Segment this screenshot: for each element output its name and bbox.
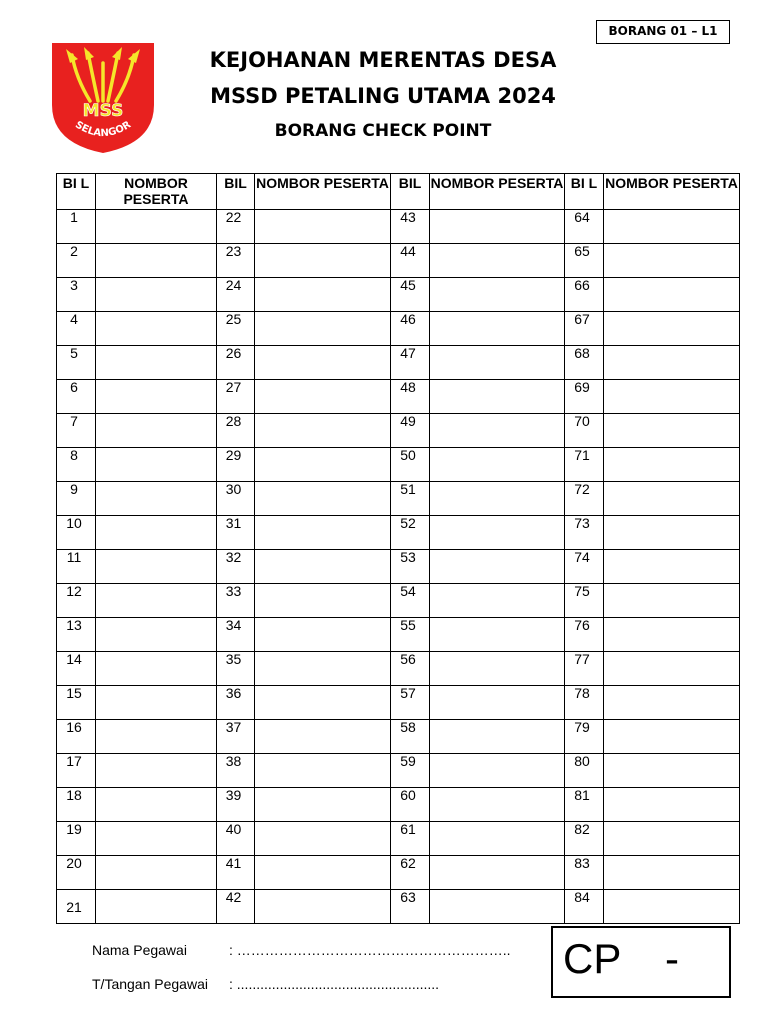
bil-cell: [217, 822, 255, 856]
bil-cell: [565, 754, 604, 788]
bil-cell: [57, 210, 96, 244]
bil-cell: [57, 720, 96, 754]
nombor-peserta-cell[interactable]: [430, 788, 565, 822]
bil-number: 14: [66, 651, 82, 667]
table-row: [57, 210, 740, 244]
bil-number: 64: [574, 209, 590, 225]
bil-number: 38: [225, 753, 242, 769]
nombor-peserta-cell[interactable]: [604, 244, 740, 278]
table-row: [57, 686, 740, 720]
nombor-peserta-cell[interactable]: [96, 414, 217, 448]
officer-signature-line: [92, 976, 439, 992]
bil-cell: [565, 788, 604, 822]
table-row: [57, 890, 740, 924]
nombor-peserta-cell[interactable]: [96, 210, 217, 244]
bil-number: 73: [574, 515, 590, 531]
bil-number: 10: [66, 515, 82, 531]
bil-cell: [565, 278, 604, 312]
bil-number: 48: [400, 379, 416, 395]
nombor-peserta-cell[interactable]: [430, 448, 565, 482]
bil-cell: [217, 244, 255, 278]
bil-cell: [57, 822, 96, 856]
nombor-peserta-cell[interactable]: [430, 584, 565, 618]
bil-number: 2: [70, 243, 78, 259]
bil-number: 20: [66, 855, 82, 871]
bil-cell: [57, 448, 96, 482]
bil-cell: [57, 584, 96, 618]
bil-number: 51: [400, 481, 416, 497]
nombor-peserta-cell[interactable]: [604, 618, 740, 652]
nombor-peserta-cell[interactable]: [255, 652, 391, 686]
nombor-peserta-cell[interactable]: [430, 618, 565, 652]
nombor-peserta-cell[interactable]: [96, 550, 217, 584]
nombor-peserta-cell[interactable]: [604, 312, 740, 346]
bil-number: 49: [400, 413, 416, 429]
checkpoint-label: CP: [563, 935, 622, 982]
nombor-peserta-cell[interactable]: [96, 516, 217, 550]
bil-cell: [391, 890, 430, 924]
nombor-peserta-cell[interactable]: [604, 516, 740, 550]
bil-cell: [57, 482, 96, 516]
officer-signature-field: : ....................................................: [229, 976, 440, 992]
bil-number: 8: [70, 447, 78, 463]
bil-cell: [217, 414, 255, 448]
officer-name-field: : …………………………………………………..: [229, 942, 511, 958]
bil-cell: [217, 652, 255, 686]
nombor-peserta-cell[interactable]: [96, 482, 217, 516]
checkpoint-box: [551, 926, 731, 998]
bil-number: 12: [66, 583, 82, 599]
bil-number: 77: [574, 651, 590, 667]
bil-number: 34: [225, 617, 242, 633]
bil-number: 42: [225, 889, 242, 905]
bil-number: 63: [400, 889, 416, 905]
bil-number: 36: [225, 685, 242, 701]
bil-number: 27: [225, 379, 242, 395]
bil-number: 52: [400, 515, 416, 531]
bil-cell: [391, 584, 430, 618]
nombor-peserta-cell[interactable]: [96, 788, 217, 822]
bil-cell: [217, 448, 255, 482]
bil-cell: [565, 414, 604, 448]
bil-cell: [57, 686, 96, 720]
nombor-peserta-cell[interactable]: [430, 720, 565, 754]
nombor-peserta-cell[interactable]: [604, 686, 740, 720]
bil-number: 74: [574, 549, 590, 565]
nombor-peserta-cell[interactable]: [430, 652, 565, 686]
table-header-row: [57, 174, 740, 210]
bil-cell: [57, 312, 96, 346]
bil-cell: [565, 244, 604, 278]
table-row: [57, 550, 740, 584]
nombor-peserta-cell[interactable]: [430, 244, 565, 278]
bil-cell: [391, 720, 430, 754]
bil-cell: [57, 856, 96, 890]
header-bil: BI L: [57, 174, 96, 210]
bil-number: 82: [574, 821, 590, 837]
nombor-peserta-cell[interactable]: [604, 414, 740, 448]
bil-cell: [217, 788, 255, 822]
bil-number: 40: [225, 821, 242, 837]
bil-cell: [391, 652, 430, 686]
bil-cell: [565, 618, 604, 652]
header-nombor-peserta: NOMBOR PESERTA: [604, 174, 740, 210]
bil-cell: [57, 550, 96, 584]
bil-number: 54: [400, 583, 416, 599]
bil-cell: [217, 346, 255, 380]
nombor-peserta-cell[interactable]: [604, 210, 740, 244]
bil-number: 22: [225, 209, 242, 225]
bil-cell: [217, 380, 255, 414]
nombor-peserta-cell[interactable]: [430, 346, 565, 380]
bil-cell: [217, 482, 255, 516]
bil-number: 44: [400, 243, 416, 259]
nombor-peserta-cell[interactable]: [96, 278, 217, 312]
bil-number: 81: [574, 787, 590, 803]
bil-cell: [57, 414, 96, 448]
nombor-peserta-cell[interactable]: [255, 720, 391, 754]
nombor-peserta-cell[interactable]: [96, 448, 217, 482]
officer-name-line: [92, 942, 511, 958]
bil-cell: [217, 584, 255, 618]
table-row: [57, 482, 740, 516]
nombor-peserta-cell[interactable]: [604, 720, 740, 754]
nombor-peserta-cell[interactable]: [255, 414, 391, 448]
bil-cell: [217, 278, 255, 312]
logo-text-mss: MSS: [82, 101, 124, 121]
bil-number: 6: [70, 379, 78, 395]
bil-number: 58: [400, 719, 416, 735]
bil-number: 65: [574, 243, 590, 259]
bil-cell: [217, 720, 255, 754]
bil-number: 16: [66, 719, 82, 735]
header-bil: BI L: [565, 174, 604, 210]
table-row: [57, 346, 740, 380]
bil-cell: [57, 890, 96, 924]
table-row: [57, 754, 740, 788]
nombor-peserta-cell[interactable]: [604, 856, 740, 890]
officer-signature-label: T/Tangan Pegawai: [92, 976, 208, 992]
nombor-peserta-cell[interactable]: [255, 584, 391, 618]
nombor-peserta-cell[interactable]: [430, 380, 565, 414]
bil-cell: [391, 346, 430, 380]
nombor-peserta-cell[interactable]: [96, 822, 217, 856]
nombor-peserta-cell[interactable]: [255, 686, 391, 720]
bil-cell: [391, 856, 430, 890]
nombor-peserta-cell[interactable]: [96, 244, 217, 278]
bil-number: 9: [70, 481, 78, 497]
form-title: BORANG CHECK POINT: [274, 121, 492, 141]
bil-cell: [565, 686, 604, 720]
bil-cell: [57, 346, 96, 380]
bil-cell: [391, 822, 430, 856]
bil-cell: [217, 890, 255, 924]
bil-number: 41: [225, 855, 242, 871]
bil-cell: [565, 890, 604, 924]
nombor-peserta-cell[interactable]: [255, 244, 391, 278]
table-row: [57, 516, 740, 550]
table-row: [57, 618, 740, 652]
logo-text-selangor: SELANGOR: [73, 119, 133, 140]
bil-cell: [57, 244, 96, 278]
bil-number: 11: [66, 549, 82, 565]
table-row: [57, 720, 740, 754]
bil-number: 70: [574, 413, 590, 429]
bil-number: 66: [574, 277, 590, 293]
bil-number: 15: [66, 685, 82, 701]
bil-cell: [565, 380, 604, 414]
nombor-peserta-cell[interactable]: [255, 754, 391, 788]
bil-number: 28: [225, 413, 242, 429]
bil-cell: [391, 550, 430, 584]
bil-cell: [217, 550, 255, 584]
bil-number: 84: [574, 889, 590, 905]
table-row: [57, 822, 740, 856]
nombor-peserta-cell[interactable]: [255, 278, 391, 312]
bil-number: 7: [70, 413, 78, 429]
nombor-peserta-cell[interactable]: [255, 788, 391, 822]
nombor-peserta-cell[interactable]: [430, 754, 565, 788]
bil-number: 29: [225, 447, 242, 463]
bil-number: 25: [225, 311, 242, 327]
officer-name-label: Nama Pegawai: [92, 942, 187, 958]
nombor-peserta-cell[interactable]: [96, 856, 217, 890]
bil-cell: [565, 210, 604, 244]
nombor-peserta-cell[interactable]: [255, 550, 391, 584]
nombor-peserta-cell[interactable]: [430, 550, 565, 584]
nombor-peserta-cell[interactable]: [255, 516, 391, 550]
bil-cell: [391, 788, 430, 822]
bil-cell: [565, 448, 604, 482]
bil-number: 69: [574, 379, 590, 395]
bil-number: 5: [70, 345, 78, 361]
bil-number: 79: [574, 719, 590, 735]
nombor-peserta-cell[interactable]: [255, 210, 391, 244]
nombor-peserta-cell[interactable]: [604, 380, 740, 414]
bil-cell: [565, 550, 604, 584]
bil-number: 31: [225, 515, 242, 531]
bil-number: 68: [574, 345, 590, 361]
bil-number: 35: [225, 651, 242, 667]
nombor-peserta-cell[interactable]: [96, 618, 217, 652]
bil-number: 71: [574, 447, 590, 463]
bil-cell: [57, 754, 96, 788]
nombor-peserta-cell[interactable]: [604, 448, 740, 482]
nombor-peserta-cell[interactable]: [604, 482, 740, 516]
bil-number: 76: [574, 617, 590, 633]
table-row: [57, 380, 740, 414]
bil-number: 43: [400, 209, 416, 225]
bil-cell: [391, 210, 430, 244]
bil-cell: [565, 856, 604, 890]
bil-number: 50: [400, 447, 416, 463]
nombor-peserta-cell[interactable]: [255, 856, 391, 890]
bil-cell: [391, 380, 430, 414]
bil-cell: [391, 482, 430, 516]
event-title: KEJOHANAN MERENTAS DESA: [209, 48, 557, 72]
nombor-peserta-cell[interactable]: [604, 754, 740, 788]
nombor-peserta-cell[interactable]: [96, 890, 217, 924]
bil-cell: [217, 686, 255, 720]
bil-cell: [57, 380, 96, 414]
table-row: [57, 244, 740, 278]
bil-cell: [391, 618, 430, 652]
bil-number: 13: [66, 617, 82, 633]
bil-number: 33: [225, 583, 242, 599]
bil-number: 39: [225, 787, 242, 803]
bil-number: 4: [70, 311, 78, 327]
bil-number: 19: [66, 821, 82, 837]
bil-cell: [217, 754, 255, 788]
nombor-peserta-cell[interactable]: [96, 686, 217, 720]
nombor-peserta-cell[interactable]: [255, 618, 391, 652]
bil-number: 26: [225, 345, 242, 361]
nombor-peserta-cell[interactable]: [255, 890, 391, 924]
bil-cell: [57, 652, 96, 686]
nombor-peserta-cell[interactable]: [604, 346, 740, 380]
bil-number: 59: [400, 753, 416, 769]
nombor-peserta-cell[interactable]: [604, 788, 740, 822]
bil-number: 75: [574, 583, 590, 599]
table-row: [57, 448, 740, 482]
nombor-peserta-cell[interactable]: [604, 584, 740, 618]
bil-number: 37: [225, 719, 242, 735]
nombor-peserta-cell[interactable]: [430, 210, 565, 244]
header-nombor-peserta: NOMBOR PESERTA: [255, 174, 391, 210]
nombor-peserta-cell[interactable]: [604, 550, 740, 584]
bil-number: 17: [66, 753, 82, 769]
bil-number: 83: [574, 855, 590, 871]
bil-number: 47: [400, 345, 416, 361]
nombor-peserta-cell[interactable]: [96, 312, 217, 346]
bil-cell: [391, 414, 430, 448]
table-row: [57, 278, 740, 312]
bil-number: 32: [225, 549, 242, 565]
bil-number: 55: [400, 617, 416, 633]
nombor-peserta-cell[interactable]: [96, 754, 217, 788]
bil-number: 53: [400, 549, 416, 565]
bil-number: 60: [400, 787, 416, 803]
bil-number: 56: [400, 651, 416, 667]
bil-number: 3: [70, 277, 78, 293]
table-row: [57, 414, 740, 448]
nombor-peserta-cell[interactable]: [430, 278, 565, 312]
nombor-peserta-cell[interactable]: [430, 516, 565, 550]
bil-cell: [565, 482, 604, 516]
bil-number: 57: [400, 685, 416, 701]
header-bil: BIL: [391, 174, 430, 210]
nombor-peserta-cell[interactable]: [96, 380, 217, 414]
table-row: [57, 312, 740, 346]
bil-cell: [391, 754, 430, 788]
nombor-peserta-cell[interactable]: [96, 584, 217, 618]
nombor-peserta-cell[interactable]: [604, 652, 740, 686]
nombor-peserta-cell[interactable]: [430, 686, 565, 720]
nombor-peserta-cell[interactable]: [430, 822, 565, 856]
bil-cell: [217, 210, 255, 244]
nombor-peserta-cell[interactable]: [604, 890, 740, 924]
mss-selangor-logo: [52, 43, 154, 153]
bil-cell: [565, 346, 604, 380]
bil-cell: [57, 618, 96, 652]
bil-cell: [565, 652, 604, 686]
bil-number: 21: [66, 899, 82, 915]
bil-cell: [391, 448, 430, 482]
bil-number: 18: [66, 787, 82, 803]
bil-cell: [217, 516, 255, 550]
bil-cell: [57, 278, 96, 312]
bil-number: 23: [225, 243, 242, 259]
bil-cell: [57, 516, 96, 550]
bil-cell: [565, 312, 604, 346]
bil-number: 78: [574, 685, 590, 701]
bil-cell: [391, 244, 430, 278]
bil-cell: [565, 584, 604, 618]
bil-number: 1: [70, 209, 78, 225]
nombor-peserta-cell[interactable]: [255, 822, 391, 856]
nombor-peserta-cell[interactable]: [430, 414, 565, 448]
nombor-peserta-cell[interactable]: [604, 278, 740, 312]
nombor-peserta-cell[interactable]: [604, 822, 740, 856]
bil-cell: [217, 856, 255, 890]
table-row: [57, 652, 740, 686]
bil-cell: [565, 516, 604, 550]
bil-cell: [217, 312, 255, 346]
table-row: [57, 856, 740, 890]
nombor-peserta-cell[interactable]: [255, 482, 391, 516]
checkpoint-table: [56, 173, 740, 924]
nombor-peserta-cell[interactable]: [255, 448, 391, 482]
nombor-peserta-cell[interactable]: [96, 346, 217, 380]
nombor-peserta-cell[interactable]: [430, 312, 565, 346]
form-code-box: BORANG 01 – L1: [596, 20, 730, 44]
bil-number: 67: [574, 311, 590, 327]
bil-cell: [217, 618, 255, 652]
nombor-peserta-cell[interactable]: [255, 380, 391, 414]
bil-cell: [391, 516, 430, 550]
nombor-peserta-cell[interactable]: [96, 720, 217, 754]
header-nombor-peserta: NOMBOR PESERTA: [430, 174, 565, 210]
bil-cell: [565, 822, 604, 856]
bil-number: 72: [574, 481, 590, 497]
bil-number: 80: [574, 753, 590, 769]
nombor-peserta-cell[interactable]: [255, 346, 391, 380]
bil-number: 61: [400, 821, 416, 837]
header-bil: BIL: [217, 174, 255, 210]
bil-cell: [391, 278, 430, 312]
bil-number: 62: [400, 855, 416, 871]
event-subtitle: MSSD PETALING UTAMA 2024: [210, 84, 556, 108]
bil-cell: [391, 312, 430, 346]
bil-cell: [57, 788, 96, 822]
bil-number: 46: [400, 311, 416, 327]
bil-number: 30: [225, 481, 242, 497]
bil-cell: [391, 686, 430, 720]
bil-cell: [565, 720, 604, 754]
bil-number: 45: [400, 277, 416, 293]
checkpoint-dash: -: [665, 935, 679, 982]
nombor-peserta-cell[interactable]: [430, 482, 565, 516]
nombor-peserta-cell[interactable]: [430, 856, 565, 890]
nombor-peserta-cell[interactable]: [96, 652, 217, 686]
bil-number: 24: [225, 277, 242, 293]
table-row: [57, 584, 740, 618]
table-row: [57, 788, 740, 822]
nombor-peserta-cell[interactable]: [430, 890, 565, 924]
header-nombor-peserta: NOMBOR PESERTA: [96, 174, 217, 210]
nombor-peserta-cell[interactable]: [255, 312, 391, 346]
